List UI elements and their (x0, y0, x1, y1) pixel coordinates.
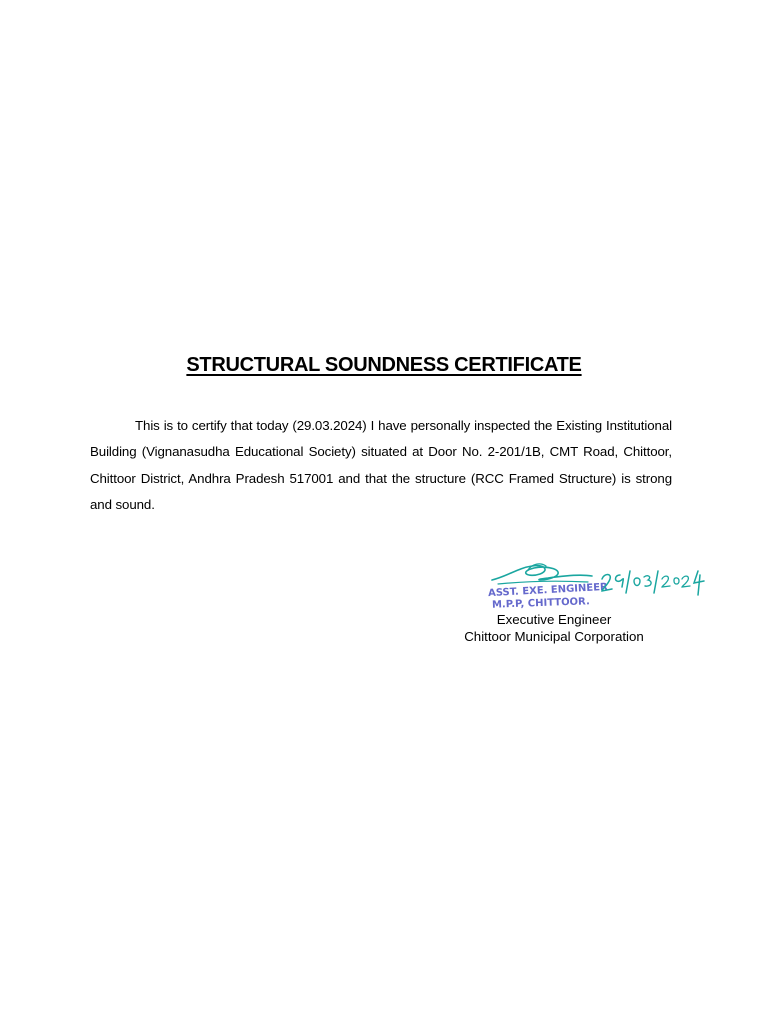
signatory-organization: Chittoor Municipal Corporation (464, 629, 644, 644)
handwritten-date-signature (598, 565, 708, 601)
document-title-text: STRUCTURAL SOUNDNESS CERTIFICATE (186, 354, 582, 376)
stamp-office: M.P.P, CHITTOOR. (491, 596, 590, 611)
official-stamp (486, 581, 616, 614)
document-title (0, 352, 768, 378)
signatory-title: Executive Engineer (496, 612, 612, 627)
signatory-designation (458, 611, 650, 645)
stamp-title: ASST. EXE. ENGINEER (487, 581, 609, 600)
certificate-body: This is to certify that today (29.03.2024) I have personally inspected the Existing Institutional Building (Vignanasudha Educational Society) situated at Door No. 2-201/1B, CMT Road, Chittoor, Chittoor District, Andhra Pradesh 517001 and that the structure (RCC Framed Structure) is strong and sound. (90, 418, 672, 512)
